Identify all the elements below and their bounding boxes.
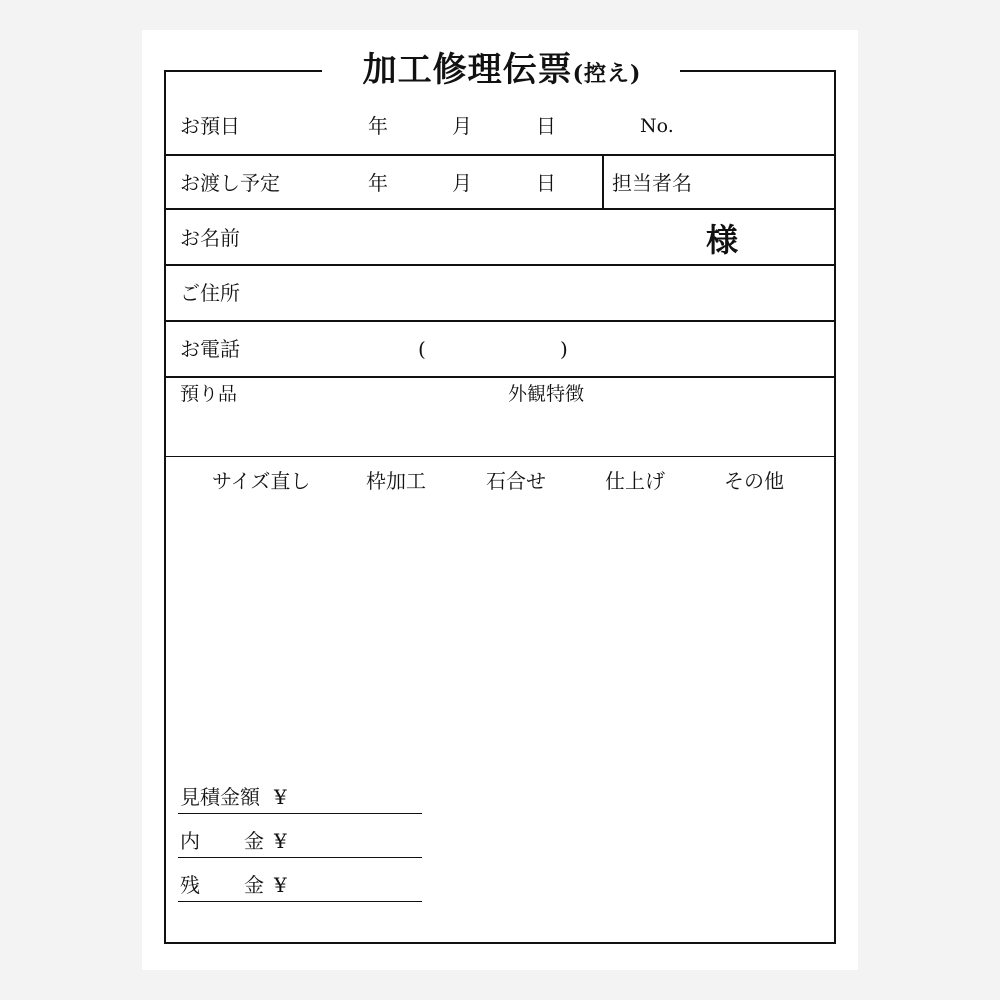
work-type-resize: サイズ直し: [212, 469, 311, 493]
deposit-currency: ¥: [274, 829, 287, 853]
balance-label-first: 残: [180, 873, 200, 897]
items-label: 預り品: [180, 383, 238, 405]
balance-label-second: 金: [244, 873, 264, 897]
estimate-currency: ¥: [274, 785, 287, 809]
staff-name-label: 担当者名: [612, 171, 692, 195]
balance-underline: [178, 901, 422, 902]
balance-currency: ¥: [274, 873, 287, 897]
delivery-date-label: お渡し予定: [180, 171, 280, 195]
row-divider-1: [165, 154, 835, 156]
deposit-label-second: 金: [244, 829, 264, 853]
row-divider-6: [165, 456, 835, 457]
delivery-month-label: 月: [452, 171, 472, 195]
staff-divider: [602, 155, 604, 209]
deposit-underline: [178, 857, 422, 858]
row-divider-2: [165, 208, 835, 210]
received-date-label: お預日: [180, 114, 240, 138]
form-title-main: 加工修理伝票: [362, 50, 573, 90]
appearance-label: 外観特徴: [508, 383, 585, 405]
work-type-finishing: 仕上げ: [605, 469, 665, 493]
work-type-other: その他: [724, 469, 784, 493]
work-type-stone-setting: 石合せ: [486, 469, 546, 493]
row-divider-3: [165, 264, 835, 266]
deposit-label-first: 内: [180, 829, 200, 853]
estimate-label: 見積金額: [180, 785, 260, 809]
slip-number-label: No.: [640, 115, 674, 137]
address-label: ご住所: [180, 281, 240, 305]
phone-label: お電話: [180, 337, 240, 361]
row-divider-5: [165, 376, 835, 378]
received-day-label: 日: [536, 114, 556, 138]
received-month-label: 月: [452, 114, 472, 138]
received-year-label: 年: [368, 114, 388, 138]
row-divider-4: [165, 320, 835, 322]
honorific-sama: 様: [706, 221, 739, 259]
delivery-year-label: 年: [368, 171, 388, 195]
estimate-underline: [178, 813, 422, 814]
phone-open-paren: (: [418, 337, 426, 361]
customer-name-label: お名前: [180, 226, 240, 250]
form-title-sub: (控え): [572, 61, 642, 87]
delivery-day-label: 日: [536, 171, 556, 195]
phone-close-paren: ): [560, 337, 568, 361]
work-type-frame: 枠加工: [366, 469, 426, 493]
